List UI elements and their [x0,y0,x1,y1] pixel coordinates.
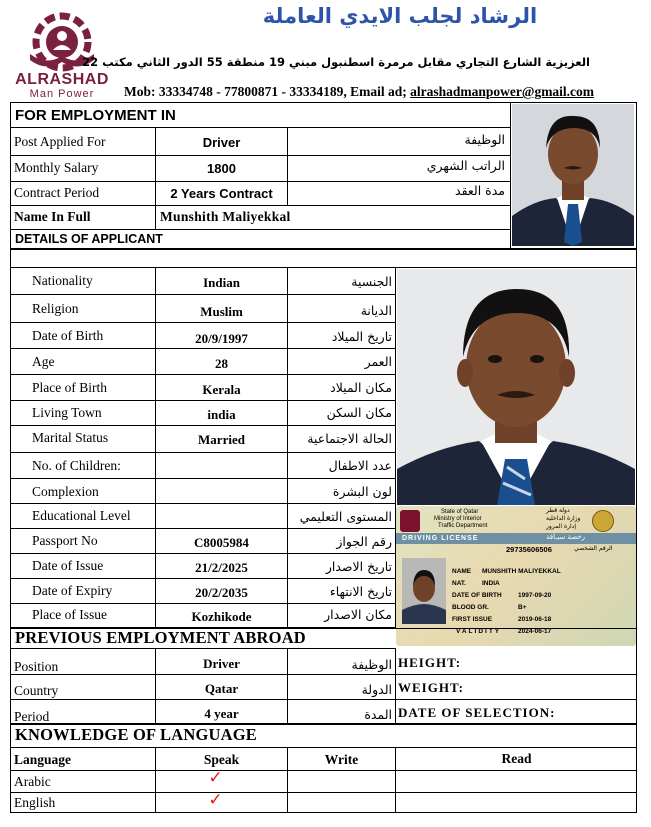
license-issue-label: FIRST ISSUE [452,616,493,623]
issue-place-value: Kozhikode [191,609,252,624]
birthplace-value: Kerala [202,382,241,397]
country-value: Qatar [204,681,239,696]
license-dept-ar: إدارة المرور [546,523,577,530]
license-name-label: NAME [452,568,472,575]
salary-label: Monthly Salary [14,160,99,175]
license-number-label-ar: الرقم الشخصي [574,545,613,552]
post-value: Driver [202,135,241,150]
issue-place-label: Place of Issue [32,607,107,622]
marital-label-ar: الحالة الاجتماعية [307,431,392,446]
read-header: Read [501,751,532,766]
passport-value: C8005984 [194,535,249,550]
license-state-ar: دولة قطر [546,507,570,514]
qatar-emblem-icon [400,510,420,532]
logo-name: ALRASHAD [15,71,109,88]
nationality-label-ar: الجنسية [351,274,392,289]
license-blood: B+ [518,604,527,611]
post-label: Post Applied For [14,134,106,149]
applicant-photo-small [512,104,634,246]
living-town-value: india [207,407,236,422]
complexion-label-ar: لون البشرة [332,484,392,499]
birthplace-label: Place of Birth [32,380,107,395]
company-logo [12,10,112,100]
language-header: Language [14,752,72,767]
salary-value: 1800 [207,161,236,176]
license-state: State of Qatar [441,509,479,515]
license-dob-label: DATE OF BIRTH [452,592,502,599]
license-validity: 2024-06-17 [518,628,552,635]
age-value: 28 [215,356,228,371]
nationality-label: Nationality [32,273,93,288]
license-title: DRIVING LICENSE [402,535,479,542]
license-dept: Traffic Department [438,523,488,529]
write-header: Write [324,752,359,767]
license-dob: 1997-09-20 [518,592,552,599]
period-value: 4 year [204,706,239,721]
applicant-title: DETAILS OF APPLICANT [15,232,163,246]
living-town-label: Living Town [32,405,102,420]
issue-date-label: Date of Issue [32,558,104,573]
license-validity-label: VALIDITY [456,628,502,635]
employment-title: FOR EMPLOYMENT IN [15,107,176,124]
contract-value: 2 Years Contract [170,186,273,201]
license-ministry-ar: وزارة الداخلية [546,515,581,522]
dob-label: Date of Birth [32,328,104,343]
contract-label-ar: مدة العقد [455,183,505,198]
country-label-ar: الدولة [361,682,392,697]
name-value: Munshith Maliyekkal [160,209,291,224]
company-title-ar: الرشاد لجلب الايدي العاملة [262,4,538,28]
license-title-ar: رخصة سيـاقة [546,533,586,541]
nationality-value: Indian [203,275,240,290]
position-value: Driver [203,656,240,671]
passport-label-ar: رقم الجواز [336,534,392,549]
portrait-image [397,269,635,505]
education-label-ar: المستوى التعليمي [299,509,392,524]
marital-label: Marital Status [32,430,109,445]
period-label-ar: المدة [364,707,392,722]
selection-date-label: DATE OF SELECTION: [398,705,556,720]
traffic-emblem-icon [592,510,614,532]
age-label-ar: العمر [364,354,392,369]
age-label: Age [32,354,55,369]
speak-header: Speak [203,752,240,767]
license-name: MUNSHITH MALIYEKKAL [482,568,561,575]
logo-subtitle: Man Power [29,88,95,100]
language-title: KNOWLEDGE OF LANGUAGE [15,725,257,744]
driving-license-card [396,506,636,646]
company-address-ar: العزيزية الشارع التجاري مقابل مرمرة اسطنبول مبني 19 منطقة 55 الدور الثاني مكتب 22 [82,55,590,69]
issue-date-label-ar: تاريخ الاصدار [325,559,392,574]
religion-label: Religion [32,301,79,316]
dob-value: 20/9/1997 [195,331,248,346]
license-nat: INDIA [482,580,500,587]
position-label-ar: الوظيفة [351,657,392,672]
expiry-label-ar: تاريخ الانتهاء [329,584,392,599]
country-label: Country [14,683,59,698]
expiry-label: Date of Expiry [32,583,113,598]
expiry-value: 20/2/2035 [195,585,248,600]
english-label: English [14,795,56,810]
license-blood-label: BLOOD GR. [452,604,489,611]
position-label: Position [14,659,59,674]
period-label: Period [14,709,50,724]
issue-place-label-ar: مكان الاصدار [324,607,392,622]
email-link[interactable]: alrashadmanpower@gmail.com [410,84,595,99]
living-town-label-ar: مكان السكن [326,405,392,420]
license-ministry: Ministry of Interior [434,516,482,522]
mob-text: Mob: 33334748 - 77800871 - 33334189, Email ad; [124,84,407,99]
contract-label: Contract Period [14,185,100,200]
license-nat-label: NAT. [452,580,466,587]
issue-date-value: 21/2/2025 [195,560,248,575]
license-issue: 2019-06-18 [518,616,552,623]
license-number: 29735606506 [506,545,552,554]
post-label-ar: الوظيفة [464,132,505,147]
height-label: HEIGHT: [398,655,462,670]
birthplace-label-ar: مكان الميلاد [330,380,392,395]
applicant-photo-large [397,269,635,505]
education-label: Educational Level [32,508,131,523]
religion-value: Muslim [200,304,243,319]
name-label: Name In Full [14,209,91,224]
complexion-label: Complexion [32,484,99,499]
contact-line [124,85,594,99]
religion-label-ar: الديانة [360,303,392,318]
license-photo [402,558,446,624]
children-label: No. of Children: [32,458,121,473]
dob-label-ar: تاريخ الميلاد [331,329,392,344]
marital-value: Married [198,432,245,447]
arabic-speak-check-icon: ✓ [208,768,223,788]
salary-label-ar: الراتب الشهري [426,158,505,173]
weight-label: WEIGHT: [398,680,464,695]
english-speak-check-icon: ✓ [208,790,223,810]
previous-title: PREVIOUS EMPLOYMENT ABROAD [15,628,306,647]
children-label-ar: عدد الاطفال [328,458,392,473]
passport-label: Passport No [32,533,98,548]
arabic-label: Arabic [14,774,51,789]
portrait-image [512,104,634,246]
